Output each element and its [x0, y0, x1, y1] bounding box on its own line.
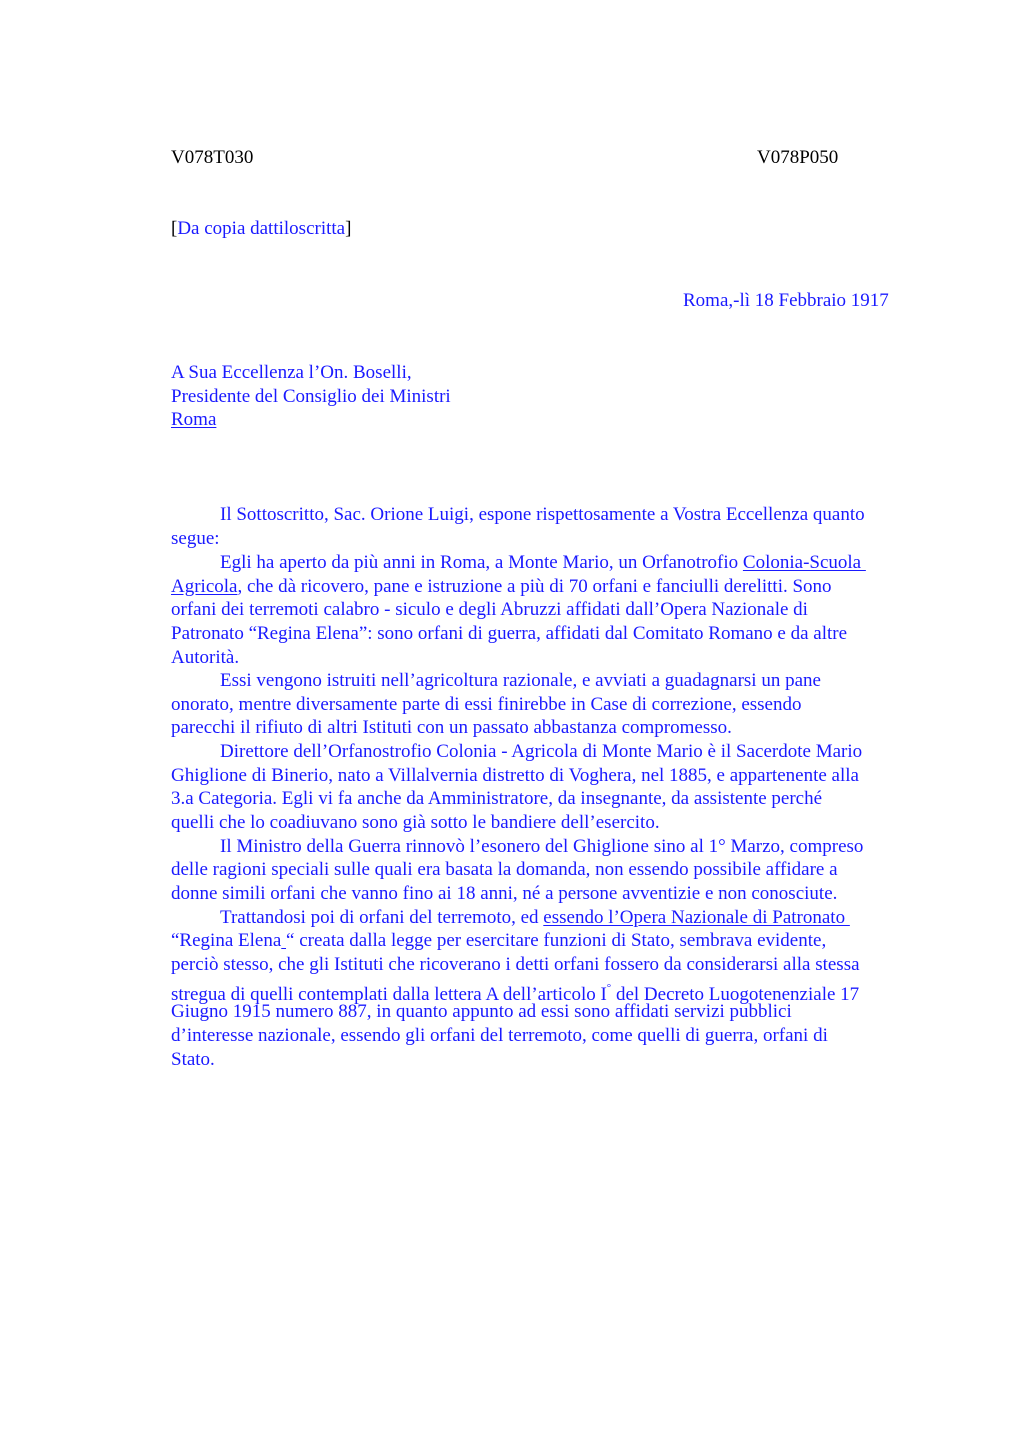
body-line	[171, 953, 860, 977]
text-segment: Il Ministro della Guerra rinnovò l’esonero del Ghiglione sino al 1° Marzo, compreso	[220, 836, 864, 857]
body-line	[171, 929, 826, 953]
body-line	[220, 669, 821, 693]
source-note-text: Da copia dattiloscritta	[177, 218, 346, 239]
address-city: Roma	[171, 409, 217, 431]
text-segment: Giugno 1915 numero 887, in quanto appunto ad essi sono affidati servizi pubblici	[171, 1001, 792, 1022]
underlined-phrase: essendo l’Opera Nazionale di Patronato	[543, 907, 850, 928]
document-code-right: V078P050	[757, 147, 839, 168]
bracket-open: [	[171, 218, 178, 239]
body-line	[171, 882, 837, 906]
text-segment: del Decreto Luogotenenziale 17	[611, 984, 860, 1005]
body-line	[171, 527, 220, 551]
body-line	[171, 716, 732, 740]
text-segment: Autorità.	[171, 647, 240, 668]
text-segment: Egli ha aperto da più anni in Roma, a Monte Mario, un Orfanotrofio	[220, 552, 743, 573]
body-line	[171, 787, 822, 811]
underlined-phrase: Agricola	[171, 576, 238, 597]
text-segment: 3.a Categoria. Egli vi fa anche da Amministratore, da insegnante, da assistente perché	[171, 788, 823, 809]
text-segment: Essi vengono istruiti nell’agricoltura razionale, e avviati a guadagnarsi un pane	[220, 670, 821, 691]
text-segment: delle ragioni speciali sulle quali era basata la domanda, non essendo possibile affidare a	[171, 859, 838, 880]
body-line	[171, 858, 838, 882]
body-line	[171, 764, 859, 788]
text-segment: Stato.	[171, 1049, 215, 1070]
text-segment: Direttore dell’Orfanostrofio Colonia - Agricola di Monte Mario è il Sacerdote Mario	[220, 741, 863, 762]
text-segment: perciò stesso, che gli Istituti che ricoverano i detti orfani fossero da considerarsi alla stessa	[171, 954, 860, 975]
text-segment: “ creata dalla legge per esercitare funzioni di Stato, sembrava evidente,	[286, 930, 827, 951]
body-line	[171, 811, 660, 835]
text-segment: Trattandosi poi di orfani del terremoto, ed	[220, 907, 544, 928]
body-line	[171, 693, 801, 717]
date-line: Roma,-lì 18 Febbraio 1917	[683, 290, 889, 311]
body-line	[171, 622, 847, 646]
bracket-close: ]	[345, 218, 352, 239]
body-line	[171, 646, 239, 670]
text-segment: “Regina Elena	[171, 930, 282, 951]
superscript-degree: °	[606, 982, 612, 994]
body-line	[171, 1000, 792, 1024]
body-line	[220, 906, 850, 930]
text-segment: parecchi il rifiuto di altri Istituti con un passato abbastanza compromesso.	[171, 717, 732, 738]
recipient-address	[171, 361, 451, 432]
body-line	[220, 503, 865, 527]
text-segment: Patronato “Regina Elena”: sono orfani di guerra, affidati dal Comitato Romano e da altre	[171, 623, 848, 644]
body-line	[171, 1024, 828, 1048]
body-line	[220, 551, 866, 575]
address-line: A Sua Eccellenza l’On. Boselli,	[171, 362, 412, 383]
document-code-left: V078T030	[171, 147, 254, 168]
address-line: Presidente del Consiglio dei Ministri	[171, 385, 451, 407]
text-segment: Il Sottoscritto, Sac. Orione Luigi, espone rispettosamente a Vostra Eccellenza quanto	[220, 504, 865, 525]
source-note	[171, 217, 351, 241]
text-segment: Ghiglione di Binerio, nato a Villalvernia distretto di Voghera, nel 1885, e appartenente alla	[171, 765, 859, 786]
body-line	[171, 1048, 215, 1072]
body-line	[171, 575, 832, 599]
text-segment: orfani dei terremoti calabro - siculo e degli Abruzzi affidati dall’Opera Nazionale di	[171, 599, 808, 620]
text-segment: onorato, mentre diversamente parte di essi finirebbe in Case di correzione, essendo	[171, 694, 802, 715]
text-segment: segue:	[171, 528, 220, 549]
underlined-phrase: Colonia-Scuola	[742, 552, 866, 573]
text-segment: donne simili orfani che vanno fino ai 18 anni, né a persone avventizie e non conosciute.	[171, 883, 838, 904]
body-line	[171, 598, 808, 622]
text-segment: d’interesse nazionale, essendo gli orfani del terremoto, come quelli di guerra, orfani di	[171, 1025, 828, 1046]
body-line	[220, 740, 862, 764]
text-segment: quelli che lo coadiuvano sono già sotto le bandiere dell’esercito.	[171, 812, 660, 833]
text-segment: stregua di quelli contemplati dalla lettera A dell’articolo I	[171, 984, 607, 1005]
body-line	[220, 835, 863, 859]
text-segment: , che dà ricovero, pane e istruzione a più di 70 orfani e fanciulli derelitti. Sono	[237, 576, 832, 597]
